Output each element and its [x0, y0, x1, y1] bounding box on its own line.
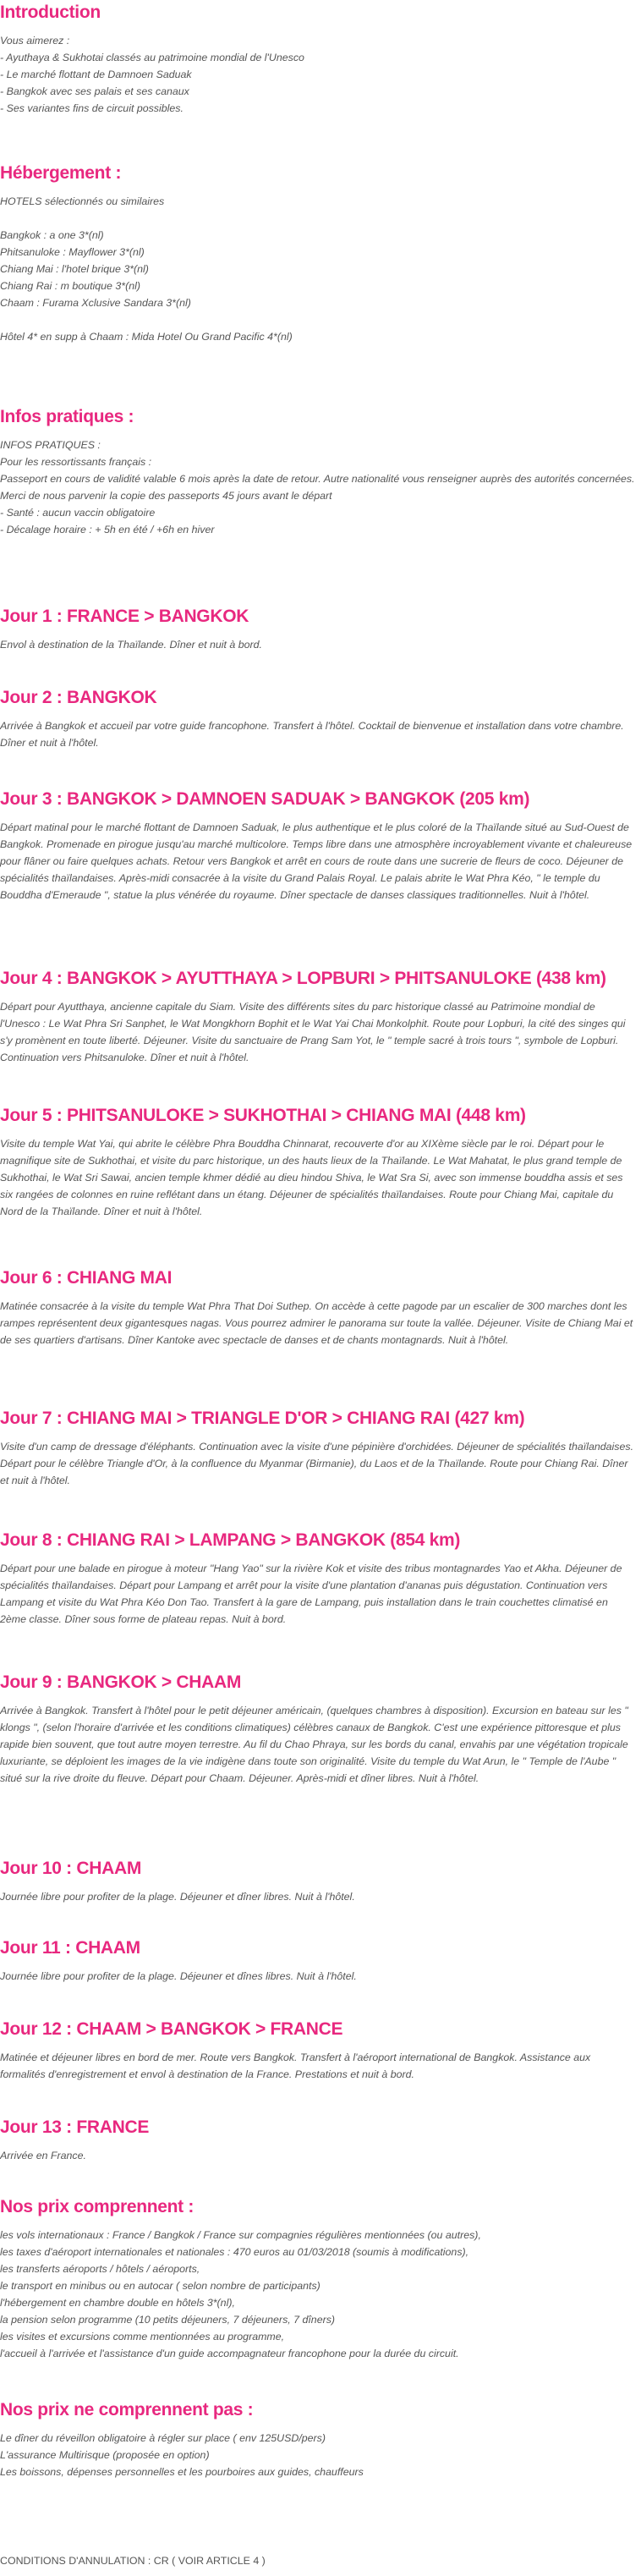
text-line: Matinée et déjeuner libres en bord de mer. Route vers Bangkok. Transfert à l'aéroport international de Bangkok. Assistance aux formalités d'enregistrement et envol à destination de la France. Prestations et nuit à bord.	[0, 2051, 594, 2080]
blank-line	[0, 311, 636, 328]
text-line: la pension selon programme (10 petits déjeuners, 7 déjeuners, 7 dîners)	[0, 2314, 336, 2326]
section-title: Jour 1 : FRANCE > BANGKOK	[0, 607, 249, 626]
section-title: Nos prix comprennent :	[0, 2197, 194, 2216]
section-title: Jour 2 : BANGKOK	[0, 688, 157, 707]
text-line: l'hébergement en chambre double en hôtels 3*(nl),	[0, 2297, 235, 2309]
section-title: Jour 4 : BANGKOK > AYUTTHAYA > LOPBURI > PHITSANULOKE (438 km)	[0, 969, 606, 988]
section-title: Jour 11 : CHAAM	[0, 1938, 140, 1958]
text-line: les taxes d'aéroport internationales et nationales : 470 euros au 01/03/2018 (soumis à modifications),	[0, 2246, 469, 2258]
text-line: - Décalage horaire : + 5h en été / +6h en hiver	[0, 524, 215, 536]
section-title: Jour 12 : CHAAM > BANGKOK > FRANCE	[0, 2019, 343, 2039]
section-title: Jour 5 : PHITSANULOKE > SUKHOTHAI > CHIANG MAI (448 km)	[0, 1106, 526, 1125]
section-jour-9	[0, 1672, 636, 1787]
section-jour-5	[0, 1105, 636, 1220]
text-line: INFOS PRATIQUES :	[0, 439, 101, 451]
section-title: Hébergement :	[0, 163, 122, 183]
cancellation-conditions: CONDITIONS D'ANNULATION : CR ( VOIR ARTICLE 4 )	[0, 2555, 266, 2567]
section-jour-2	[0, 687, 636, 751]
section-jour-10	[0, 1858, 636, 1905]
text-line: Journée libre pour profiter de la plage. Déjeuner et dînes libres. Nuit à l'hôtel.	[0, 1970, 357, 1982]
section-jour-13	[0, 2117, 636, 2164]
text-line: Matinée consacrée à la visite du temple Wat Phra That Doi Suthep. On accède à cette pagode par un escalier de 300 marches dont les rampes représentent deux gigantesques nagas. Vous pourrez admirer le panorama sur toute la vallée. Déjeuner. Visite de Chiang Mai et de ses quartiers d'artisans. Dîner Kantoke avec spectacle de danses et de chants montagnards. Nuit à l'hôtel.	[0, 1300, 636, 1346]
text-line: le transport en minibus ou en autocar ( selon nombre de participants)	[0, 2280, 320, 2292]
section-jour-11	[0, 1937, 636, 1985]
text-line: HOTELS sélectionnés ou similaires	[0, 195, 165, 207]
text-line: Hôtel 4* en supp à Chaam : Mida Hotel Ou Grand Pacific 4*(nl)	[0, 331, 293, 343]
text-line: - Ayuthaya & Sukhotai classés au patrimoine mondial de l'Unesco	[0, 52, 304, 63]
text-line: Envol à destination de la Thaïlande. Dîner et nuit à bord.	[0, 639, 262, 651]
section-hebergement	[0, 162, 636, 345]
section-introduction	[0, 2, 636, 117]
text-line: Visite du temple Wat Yai, qui abrite le célèbre Phra Bouddha Chinnarat, recouverte d'or au XIXème siècle par le roi. Départ pour le magnifique site de Sukhothai, et visite du parc historique, un des hauts lieux de la Thaïlande. Le Wat Mahatat, le plus grand temple de Sukhothai, le Wat Sri Sawai, ancien temple khmer dédié au dieu hindou Shiva, le Wat Sra Si, avec son immense bouddha assis et ses six rangées de colonnes en ruine reflétant dans un étang. Déjeuner de spécialités thaïlandaises. Route pour Chiang Mai, capitale du Nord de la Thaïlande. Dîner et nuit à l'hôtel.	[0, 1138, 626, 1217]
text-line: les visites et excursions comme mentionnées au programme,	[0, 2331, 285, 2343]
text-line: Vous aimerez :	[0, 35, 70, 47]
text-line: Départ pour Ayutthaya, ancienne capitale du Siam. Visite des différents sites du parc historique classé au Patrimoine mondial de l'Unesco : Le Wat Phra Sri Sanphet, le Wat Mongkhorn Bophit et le Wat Yai Chai Monkolphit. Route pour Lopburi, la cité des singes qui s'y promènent en toute liberté. Déjeuner. Visite du sanctuaire de Prang Sam Yot, le " temple sacré à trois tours ", symbole de Lopburi. Continuation vers Phitsanuloke. Dîner et nuit à l'hôtel.	[0, 1001, 629, 1063]
section-infos-pratiques	[0, 406, 636, 538]
section-jour-8	[0, 1530, 636, 1628]
text-line: - Le marché flottant de Damnoen Saduak	[0, 69, 192, 80]
text-line: les vols internationaux : France / Bangkok / France sur compagnies régulières mentionnées (ou autres),	[0, 2229, 481, 2241]
text-line: Arrivée à Bangkok et accueil par votre guide francophone. Transfert à l'hôtel. Cocktail de bienvenue et installation dans votre chambre. Dîner et nuit à l'hôtel.	[0, 720, 627, 749]
text-line: Arrivée en France.	[0, 2150, 86, 2161]
section-title: Jour 7 : CHIANG MAI > TRIANGLE D'OR > CHIANG RAI (427 km)	[0, 1409, 525, 1428]
section-jour-7	[0, 1408, 636, 1489]
text-line: Arrivée à Bangkok. Transfert à l'hôtel pour le petit déjeuner américain, (quelques chambres à disposition). Excursion en bateau sur les " klongs ", (selon l'horaire d'arrivée et les conditions climatiques) célèbres canaux de Bangkok. C'est une expérience pittoresque et plus rapide bien souvent, que tout autre moyen terrestre. Au fil du Chao Phraya, sur les bords du canal, envahis par une végétation tropicale luxuriante, se déploient les images de la vie indigène dans toute son originalité. Visite du temple du Wat Arun, le " Temple de l'Aube " situé sur la rive droite du fleuve. Départ pour Chaam. Déjeuner. Après-midi et dîner libres. Nuit à l'hôtel.	[0, 1705, 632, 1784]
text-line: Merci de nous parvenir la copie des passeports 45 jours avant le départ	[0, 490, 332, 502]
section-title: Infos pratiques :	[0, 407, 134, 426]
text-line: - Santé : aucun vaccin obligatoire	[0, 507, 156, 519]
text-line: Chiang Rai : m boutique 3*(nl)	[0, 280, 140, 292]
text-line: Phitsanuloke : Mayflower 3*(nl)	[0, 246, 145, 258]
text-line: Départ matinal pour le marché flottant de Damnoen Saduak, le plus authentique et le plus coloré de la Thaïlande situé au Sud-Ouest de Bangkok. Promenade en pirogue jusqu'au marché multicolore. Temps libre dans une atmosphère incroyablement vivante et chaleureuse pour flâner ou faire quelques achats. Retour vers Bangkok et arrêt en cours de route dans une sucrerie de fleurs de coco. Déjeuner de spécialités thaïlandaises. Après-midi consacrée à la visite du Grand Palais Royal. Le palais abrite le Wat Phra Kéo, " le temple du Bouddha d'Emeraude ", statue la plus vénérée du royaume. Dîner spectacle de danses classiques traditionnelles. Nuit à l'hôtel.	[0, 821, 635, 901]
section-jour-12	[0, 2019, 636, 2083]
section-prix-comprennent	[0, 2196, 636, 2362]
text-line: Les boissons, dépenses personnelles et les pourboires aux guides, chauffeurs	[0, 2466, 364, 2478]
section-title: Jour 10 : CHAAM	[0, 1859, 142, 1878]
text-line: Journée libre pour profiter de la plage. Déjeuner et dîner libres. Nuit à l'hôtel.	[0, 1891, 355, 1903]
text-line: Chaam : Furama Xclusive Sandara 3*(nl)	[0, 297, 191, 309]
text-line: Départ pour une balade en pirogue à moteur "Hang Yao" sur la rivière Kok et visite des tribus montagnardes Yao et Akha. Déjeuner de spécialités thaïlandaises. Départ pour Lampang et arrêt pour la visite d'une plantation d'ananas puis dégustation. Continuation vers Lampang et visite du Wat Phra Kéo Don Tao. Transfert à la gare de Lampang, puis installation dans le train couchettes climatisé en 2ème classe. Dîner sous forme de plateau repas. Nuit à bord.	[0, 1563, 625, 1625]
section-title: Jour 3 : BANGKOK > DAMNOEN SADUAK > BANGKOK (205 km)	[0, 789, 530, 809]
text-line: L'assurance Multirisque (proposée en option)	[0, 2449, 210, 2461]
text-line: Chiang Mai : l'hotel brique 3*(nl)	[0, 263, 149, 275]
blank-line	[0, 210, 636, 227]
section-title: Introduction	[0, 3, 101, 22]
section-jour-1	[0, 606, 636, 653]
section-title: Nos prix ne comprennent pas :	[0, 2400, 254, 2419]
section-jour-3	[0, 788, 636, 904]
section-jour-4	[0, 968, 636, 1066]
text-line: Le dîner du réveillon obligatoire à régler sur place ( env 125USD/pers)	[0, 2432, 326, 2444]
text-line: Pour les ressortissants français :	[0, 456, 152, 468]
section-title: Jour 8 : CHIANG RAI > LAMPANG > BANGKOK (854 km)	[0, 1530, 461, 1550]
text-line: Bangkok : a one 3*(nl)	[0, 229, 104, 241]
section-jour-6	[0, 1267, 636, 1348]
text-line: - Bangkok avec ses palais et ses canaux	[0, 85, 189, 97]
section-prix-ne-comprennent-pas	[0, 2399, 636, 2480]
text-line: - Ses variantes fins de circuit possibles.	[0, 102, 184, 114]
text-line: Visite d'un camp de dressage d'éléphants. Continuation avec la visite d'une pépinière d'orchidées. Déjeuner de spécialités thaïlandaises. Départ pour le célèbre Triangle d'Or, à la confluence du Myanmar (Birmanie), du Laos et de la Thaïlande. Route pour Chiang Rai. Dîner et nuit à l'hôtel.	[0, 1441, 637, 1486]
text-line: les transferts aéroports / hôtels / aéroports,	[0, 2263, 200, 2275]
section-title: Jour 6 : CHIANG MAI	[0, 1268, 173, 1288]
section-title: Jour 13 : FRANCE	[0, 2117, 150, 2137]
text-line: Passeport en cours de validité valable 6 mois après la date de retour. Autre nationalité vous renseigner auprès des autorités concernées.	[0, 473, 635, 485]
section-title: Jour 9 : BANGKOK > CHAAM	[0, 1672, 242, 1692]
text-line: l'accueil à l'arrivée et l'assistance d'un guide accompagnateur francophone pour la durée du circuit.	[0, 2348, 459, 2359]
